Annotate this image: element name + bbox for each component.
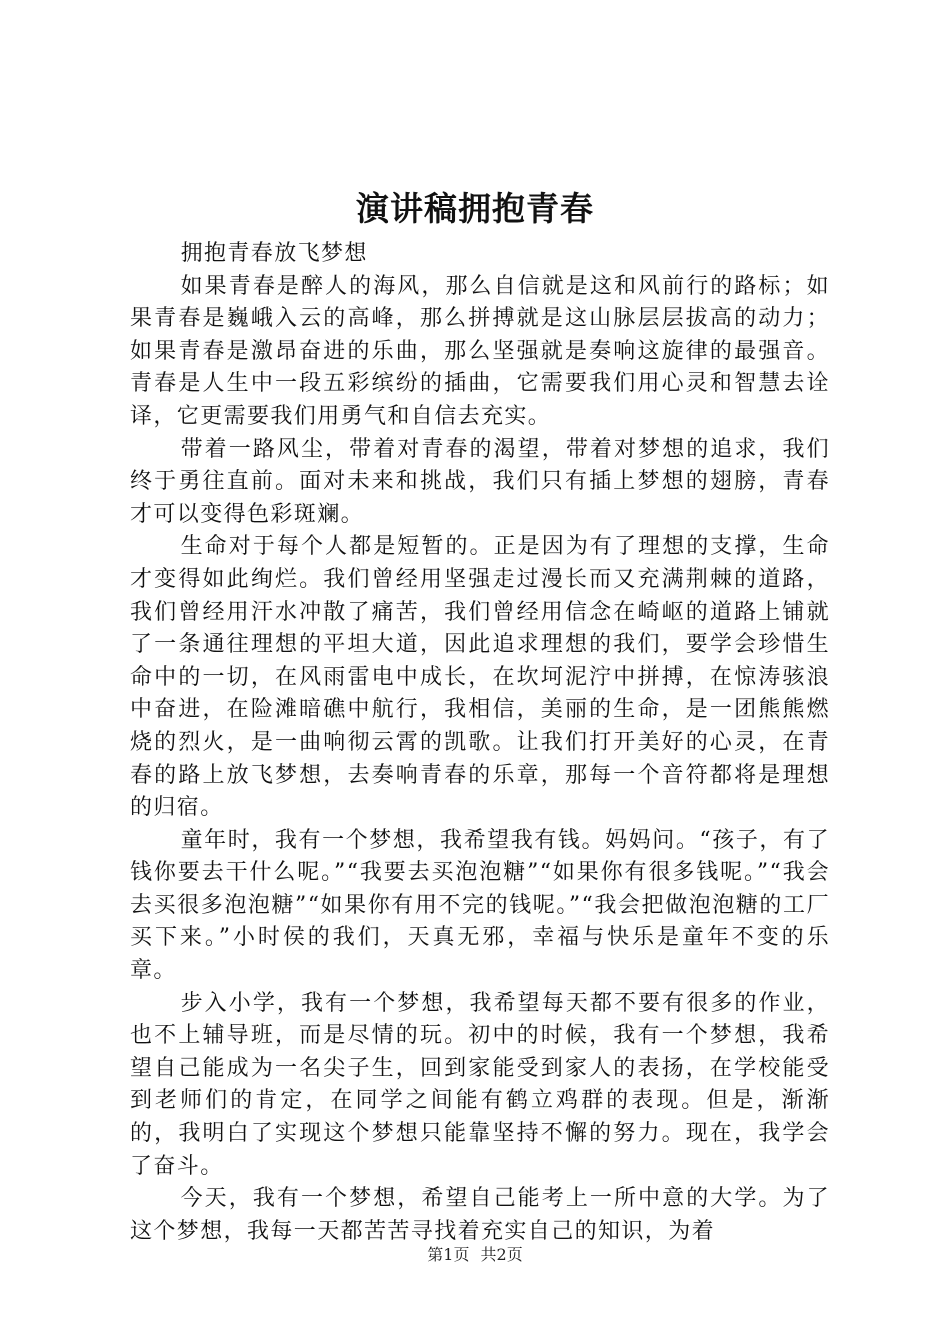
- page-total: 共2页: [480, 1245, 523, 1264]
- body-paragraph: 童年时，我有一个梦想，我希望我有钱。妈妈问。“孩子，有了钱你要去干什么呢。”“我要去买泡泡糖”“如果你有很多钱呢。”“我会去买很多泡泡糖”“如果你有用不完的钱呢。”“我会把做泡泡糖的工厂买下来。”小时侯的我们，天真无邪，幸福与快乐是童年不变的乐章。: [130, 827, 830, 984]
- body-paragraph: 生命对于每个人都是短暂的。正是因为有了理想的支撑，生命才变得如此绚烂。我们曾经用坚强走过漫长而又充满荆棘的道路，我们曾经用汗水冲散了痛苦，我们曾经用信念在崎岖的道路上铺就了一条通往理想的平坦大道，因此追求理想的我们，要学会珍惜生命中的一切，在风雨雷电中成长，在坎坷泥泞中拼搏，在惊涛骇浪中奋进，在险滩暗礁中航行，我相信，美丽的生命，是一团熊熊燃烧的烈火，是一曲响彻云霄的凯歌。让我们打开美好的心灵，在青春的路上放飞梦想，去奏响青春的乐章，那每一个音符都将是理想的归宿。: [130, 534, 830, 821]
- body-paragraph: 步入小学，我有一个梦想，我希望每天都不要有很多的作业，也不上辅导班，而是尽情的玩。初中的时候，我有一个梦想，我希望自己能成为一名尖子生，回到家能受到家人的表扬，在学校能受到老师们的肯定，在同学之间能有鹤立鸡群的表现。但是，渐渐的，我明白了实现这个梦想只能靠坚持不懈的努力。现在，我学会了奋斗。: [130, 990, 830, 1179]
- body-paragraph: 如果青春是醉人的海风，那么自信就是这和风前行的路标；如果青春是巍峨入云的高峰，那么拼搏就是这山脉层层拔高的动力；如果青春是激昂奋进的乐曲，那么坚强就是奏响这旋律的最强音。青春是人生中一段五彩缤纷的插曲，它需要我们用心灵和智慧去诠译，它更需要我们用勇气和自信去充实。: [130, 273, 830, 429]
- document-title: 演讲稿拥抱青春: [356, 189, 594, 228]
- body-paragraph: 带着一路风尘，带着对青春的渴望，带着对梦想的追求，我们终于勇往直前。面对未来和挑战，我们只有插上梦想的翅膀，青春才可以变得色彩斑斓。: [130, 436, 830, 527]
- page-footer: [0, 1242, 950, 1265]
- page-number: 第1页: [427, 1245, 470, 1264]
- body-paragraph: 今天，我有一个梦想，希望自己能考上一所中意的大学。为了这个梦想，我每一天都苦苦寻找着充实自己的知识，为着: [130, 1186, 830, 1244]
- subtitle-paragraph: 拥抱青春放飞梦想: [180, 241, 368, 266]
- document-body: [130, 238, 830, 1248]
